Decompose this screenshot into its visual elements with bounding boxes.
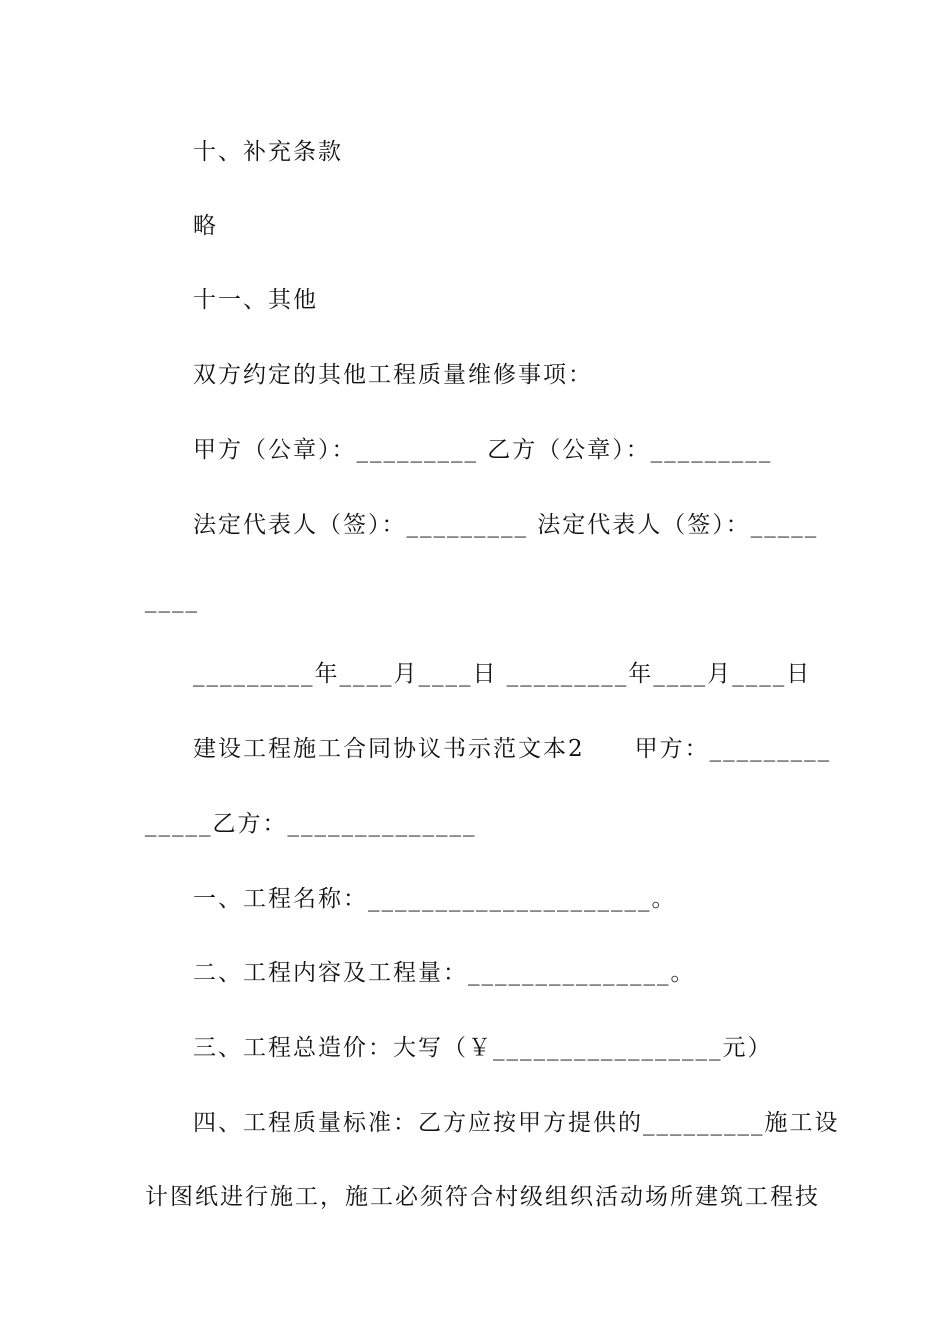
party-b-line: _____乙方：______________: [145, 811, 477, 837]
signature-line-continuation: ____: [145, 587, 199, 613]
section-heading-supplementary-terms: 十、补充条款: [193, 139, 343, 165]
clause-project-content: 二、工程内容及工程量：_______________。: [193, 960, 696, 986]
representative-signature-line: 法定代表人（签）：_________ 法定代表人（签）：_____: [193, 512, 819, 538]
paragraph-text: 双方约定的其他工程质量维修事项：: [193, 362, 593, 388]
clause-project-name: 一、工程名称：_____________________。: [193, 886, 677, 912]
clause-quality-standard-continuation: 计图纸进行施工，施工必须符合村级组织活动场所建筑工程技: [145, 1184, 820, 1210]
date-line: _________年____月____日 _________年____月____日: [193, 661, 812, 687]
clause-quality-standard: 四、工程质量标准：乙方应按甲方提供的_________施工设: [193, 1110, 840, 1136]
contract-title-line: 建设工程施工合同协议书示范文本2 甲方：_________: [193, 736, 832, 762]
section-heading-other: 十一、其他: [193, 287, 318, 313]
clause-total-cost: 三、工程总造价：大写（￥_________________元）: [193, 1035, 773, 1061]
paragraph-text: 略: [193, 213, 218, 239]
seal-signature-line: 甲方（公章）：_________ 乙方（公章）：_________: [193, 437, 773, 463]
